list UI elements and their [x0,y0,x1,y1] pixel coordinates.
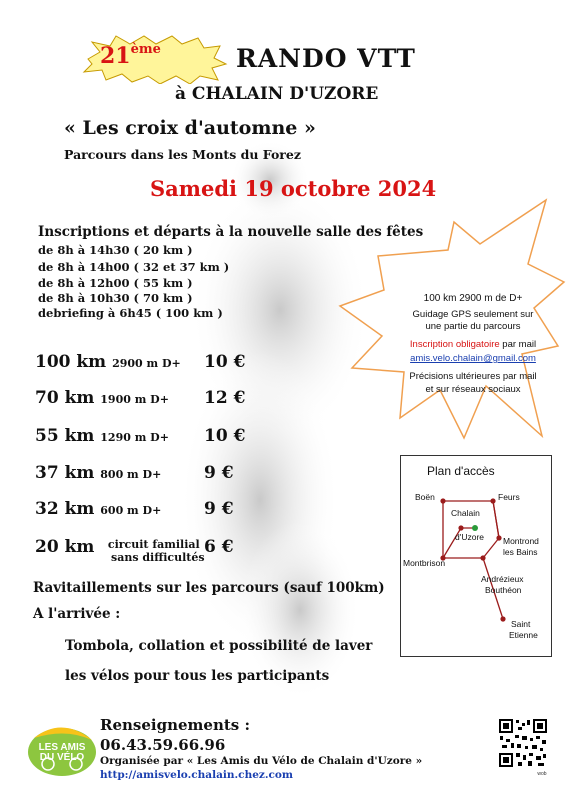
edition-number: 21ème [100,42,161,69]
info-line [378,339,568,351]
route-price: 10 € [204,352,246,372]
contact-title: Renseignements : [100,716,250,734]
family-note-line: sans difficultés [111,551,205,564]
map-place: Montrond [503,536,539,546]
map-title: Plan d'accès [427,464,495,478]
route-row [35,463,161,483]
route-distance: 55 km [35,426,95,446]
schedule-item: debriefing à 6h45 ( 100 km ) [38,306,223,320]
route-elevation: 800 m D+ [100,468,162,481]
route-distance: 70 km [35,388,95,408]
route-price: 9 € [204,463,234,483]
route-distance: 32 km [35,499,95,519]
schedule-item: de 8h à 10h30 ( 70 km ) [38,291,193,305]
qr-code-icon [498,718,548,776]
map-place: Chalain [451,508,480,518]
organizer-note: Organisée par « Les Amis du Vélo de Chalain d'Uzore » [100,755,423,767]
route-price: 6 € [204,537,234,557]
email-link[interactable]: amis.velo.chalain@gmail.com [410,353,536,364]
arrival-line: les vélos pour tous les participants [65,668,330,684]
access-map [400,455,552,657]
event-area: Parcours dans les Monts du Forez [64,147,301,162]
family-note-line: circuit familial [107,538,200,551]
route-row [35,426,169,446]
contact-phone[interactable]: 06.43.59.66.96 [100,736,226,754]
route-elevation: 1900 m D+ [100,393,169,406]
map-place: Saint [511,619,531,629]
map-place: Andrézieux [481,574,524,584]
route-distance: 20 km [35,537,95,557]
qr-caption: wob [537,771,547,776]
route-elevation: 2900 m D+ [112,357,181,370]
registration-title: Inscriptions et départs à la nouvelle salle des fêtes [38,224,424,240]
info-line: une partie du parcours [425,321,521,332]
route-row [35,352,181,372]
info-line: et sur réseaux sociaux [425,384,521,395]
arrival-title: A l'arrivée : [33,606,121,622]
page-title: RANDO VTT [236,44,416,73]
schedule-item: de 8h à 14h30 ( 20 km ) [38,243,193,257]
route-row [35,388,169,408]
info-line: 100 km 2900 m de D+ [423,293,523,304]
map-place: d'Uzore [455,532,485,542]
schedule-item: de 8h à 14h00 ( 32 et 37 km ) [38,260,230,274]
route-elevation: 600 m D+ [100,504,162,517]
map-place: Montbrison [403,558,446,568]
event-theme: « Les croix d'automne » [64,117,316,139]
route-price: 12 € [204,388,246,408]
map-place: Boën [415,492,435,502]
les-amis-du-velo-logo-icon [26,720,98,780]
map-place: Feurs [498,492,520,502]
schedule-item: de 8h à 12h00 ( 55 km ) [38,276,193,290]
logo-text: DU VÉLO [39,752,85,763]
website-link[interactable]: http://amisvelo.chalain.chez.com [100,769,294,781]
map-place: Etienne [509,630,538,640]
map-place: les Bains [503,547,538,557]
event-date: Samedi 19 octobre 2024 [150,176,437,201]
mandatory-label: Inscription obligatoire [409,339,500,350]
mandatory-rest: par mail [499,339,537,350]
info-line: Précisions ultérieures par mail [409,371,537,382]
route-elevation: 1290 m D+ [100,431,169,444]
route-row [35,537,94,557]
info-line: Guidage GPS seulement sur [412,309,534,320]
arrival-line: Tombola, collation et possibilité de laver [65,638,373,654]
logo-text: LES AMIS [38,742,86,753]
route-price: 10 € [204,426,246,446]
event-location: à CHALAIN D'UZORE [175,84,379,104]
route-distance: 37 km [35,463,95,483]
route-distance: 100 km [35,352,107,372]
route-price: 9 € [204,499,234,519]
family-route-note [103,538,205,564]
route-row [35,499,161,519]
map-place: Bouthéon [485,585,522,595]
supplies-note: Ravitaillements sur les parcours (sauf 100km) [33,580,385,596]
